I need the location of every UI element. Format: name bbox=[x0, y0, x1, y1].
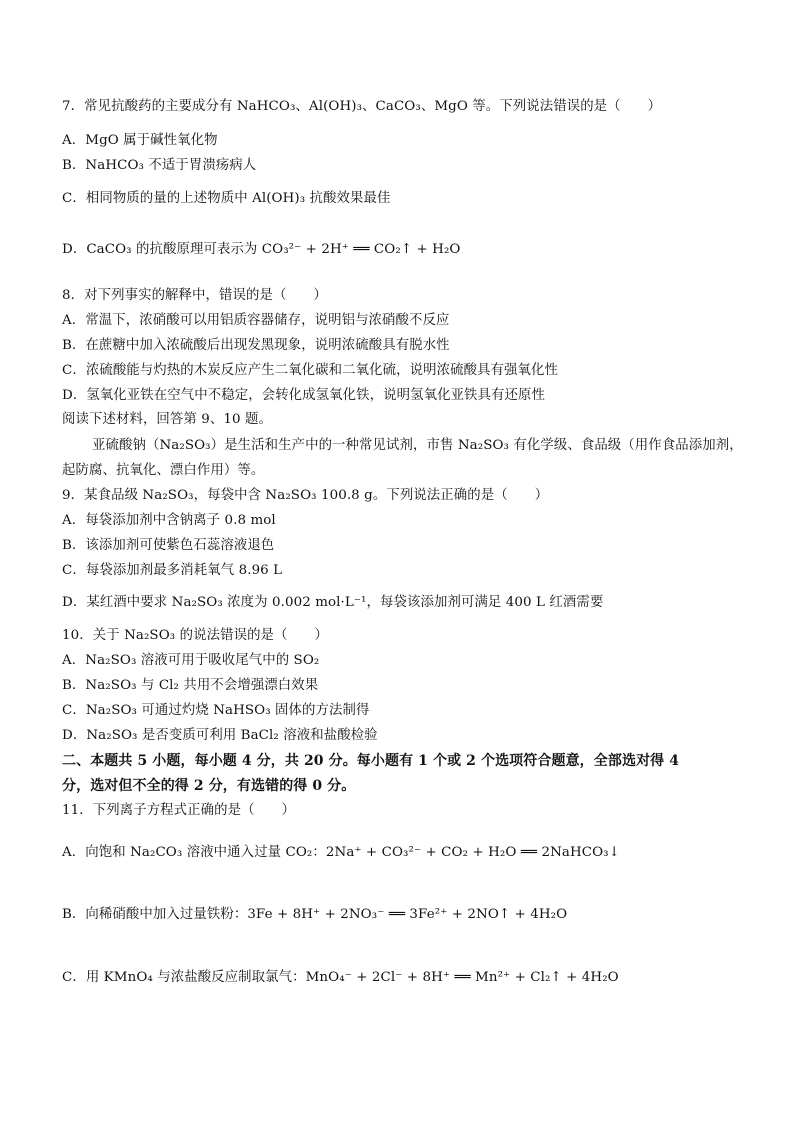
q8-option-d: D．氢氧化亚铁在空气中不稳定，会转化成氢氧化铁，说明氢氧化亚铁具有还原性 bbox=[62, 388, 546, 403]
q10-option-a: A．Na₂SO₃ 溶液可用于吸收尾气中的 SO₂ bbox=[62, 653, 320, 668]
q9-stem: 9．某食品级 Na₂SO₃，每袋中含 Na₂SO₃ 100.8 g。下列说法正确的是（ ） bbox=[62, 488, 549, 503]
q7-stem: 7．常见抗酸药的主要成分有 NaHCO₃、Al(OH)₃、CaCO₃、MgO 等。下列说法错误的是（ ） bbox=[62, 99, 662, 114]
q11-option-a: A．向饱和 Na₂CO₃ 溶液中通入过量 CO₂：2Na⁺ + CO₃²⁻ + CO₂ + H₂O ══ 2NaHCO₃↓ bbox=[62, 845, 620, 860]
q11-option-b: B．向稀硝酸中加入过量铁粉：3Fe + 8H⁺ + 2NO₃⁻ ══ 3Fe²⁺ + 2NO↑ + 4H₂O bbox=[62, 907, 568, 922]
q7-option-a: A．MgO 属于碱性氧化物 bbox=[62, 133, 218, 148]
section-two-heading-line-1: 二、本题共 5 小题，每小题 4 分，共 20 分。每小题有 1 个或 2 个选项符合题意，全部选对得 4 bbox=[62, 753, 680, 769]
q8-stem: 8．对下列事实的解释中，错误的是（ ） bbox=[62, 288, 327, 303]
q10-option-d: D．Na₂SO₃ 是否变质可利用 BaCl₂ 溶液和盐酸检验 bbox=[62, 728, 378, 743]
q10-option-c: C．Na₂SO₃ 可通过灼烧 NaHSO₃ 固体的方法制得 bbox=[62, 703, 370, 718]
material-paragraph-line-2: 起防腐、抗氧化、漂白作用）等。 bbox=[62, 463, 265, 478]
q9-option-a: A．每袋添加剂中含钠离子 0.8 mol bbox=[62, 513, 276, 528]
q9-option-d: D．某红酒中要求 Na₂SO₃ 浓度为 0.002 mol·L⁻¹，每袋该添加剂可满足 400 L 红酒需要 bbox=[62, 595, 604, 610]
q11-option-c: C．用 KMnO₄ 与浓盐酸反应制取氯气：MnO₄⁻ + 2Cl⁻ + 8H⁺ ══ Mn²⁺ + Cl₂↑ + 4H₂O bbox=[62, 970, 619, 985]
q7-option-d: D．CaCO₃ 的抗酸原理可表示为 CO₃²⁻ + 2H⁺ ══ CO₂↑ + H₂O bbox=[62, 242, 461, 257]
q10-stem: 10．关于 Na₂SO₃ 的说法错误的是（ ） bbox=[62, 628, 329, 643]
q8-option-a: A．常温下，浓硝酸可以用铝质容器储存，说明铝与浓硝酸不反应 bbox=[62, 313, 450, 328]
q7-option-c: C．相同物质的量的上述物质中 Al(OH)₃ 抗酸效果最佳 bbox=[62, 191, 391, 206]
reading-intro: 阅读下述材料，回答第 9、10 题。 bbox=[62, 412, 272, 427]
q11-stem: 11．下列离子方程式正确的是（ ） bbox=[62, 803, 296, 818]
q7-option-b: B．NaHCO₃ 不适于胃溃疡病人 bbox=[62, 158, 257, 173]
q8-option-c: C．浓硫酸能与灼热的木炭反应产生二氧化碳和二氧化硫，说明浓硫酸具有强氧化性 bbox=[62, 363, 559, 378]
q8-option-b: B．在蔗糖中加入浓硫酸后出现发黑现象，说明浓硫酸具有脱水性 bbox=[62, 338, 450, 353]
section-two-heading-line-2: 分，选对但不全的得 2 分，有选错的得 0 分。 bbox=[62, 778, 356, 794]
q9-option-c: C．每袋添加剂最多消耗氧气 8.96 L bbox=[62, 563, 283, 578]
q10-option-b: B．Na₂SO₃ 与 Cl₂ 共用不会增强漂白效果 bbox=[62, 678, 319, 693]
q9-option-b: B．该添加剂可使紫色石蕊溶液退色 bbox=[62, 538, 275, 553]
material-paragraph-line-1: 亚硫酸钠（Na₂SO₃）是生活和生产中的一种常见试剂，市售 Na₂SO₃ 有化学级、食品级（用作食品添加剂， bbox=[92, 438, 743, 453]
